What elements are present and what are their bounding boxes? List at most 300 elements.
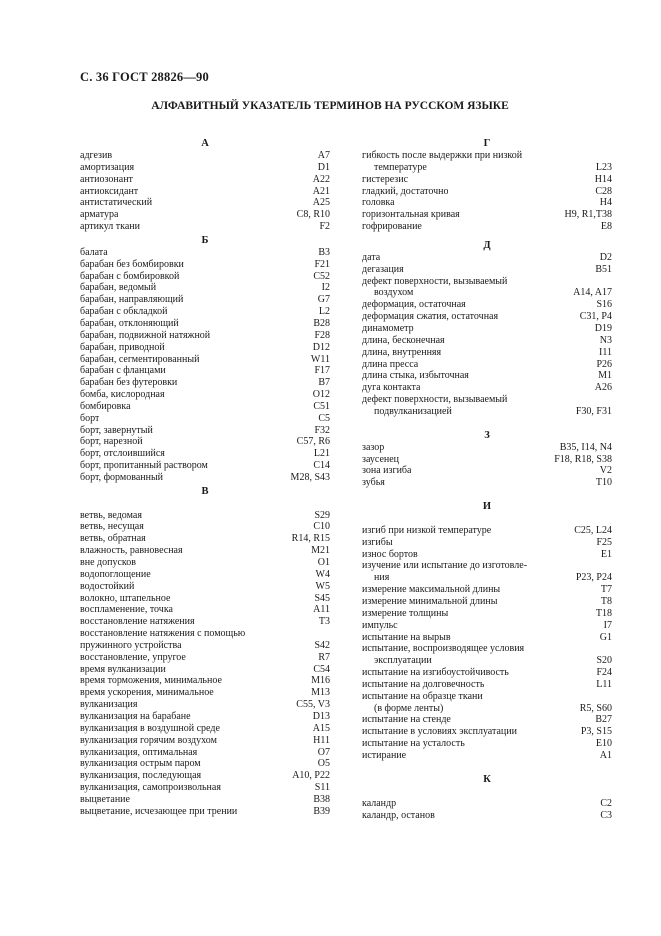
entry-term: вулканизация на барабане: [80, 710, 191, 722]
entry-code: C25, L24: [574, 524, 612, 536]
index-entry: [80, 174, 330, 186]
entry-term: волокно, штапельное: [80, 592, 171, 604]
entry-code: F17: [314, 365, 330, 377]
section-letter: Б: [201, 234, 209, 246]
entry-term: зона изгиба: [362, 465, 412, 477]
entry-term: горизонтальная кривая: [362, 209, 460, 221]
page-header: С. 36 ГОСТ 28826—90: [80, 70, 209, 84]
entry-term: балата: [80, 246, 108, 258]
entry-term: испытание на изгибоустойчивость: [362, 667, 509, 679]
entry-term: барабан, отклоняющий: [80, 317, 179, 329]
index-entry: [362, 394, 612, 406]
index-entry: [80, 735, 330, 747]
entry-term: борт, завернутый: [80, 424, 153, 436]
entry-term: износ бортов: [362, 548, 418, 560]
entry-term: борт, нарезной: [80, 436, 143, 448]
entry-term: пружинного устройства: [80, 639, 182, 651]
entry-term: вулканизация горячим воздухом: [80, 734, 217, 746]
index-section: [80, 484, 330, 818]
left-column: [80, 137, 330, 818]
index-entry: [80, 640, 330, 652]
entry-term: эксплуатации: [374, 655, 432, 667]
entry-code: B39: [313, 805, 330, 817]
entry-term: зубья: [362, 477, 385, 489]
entry-code: B51: [595, 263, 612, 275]
entry-code: C8, R10: [296, 209, 330, 221]
entry-code: F32: [314, 424, 330, 436]
index-entry: [80, 436, 330, 448]
index-entry: [362, 221, 612, 233]
entry-code: F24: [596, 667, 612, 679]
entry-term: дуга контакта: [362, 382, 421, 394]
entry-term: дата: [362, 251, 381, 263]
index-entry: [80, 377, 330, 389]
entry-code: M13: [311, 687, 330, 699]
entry-code: C14: [313, 460, 330, 472]
entry-term: выцветание, исчезающее при трении: [80, 805, 238, 817]
entry-term: ветвь, обратная: [80, 533, 146, 545]
entry-term: ветвь, ведомая: [80, 509, 142, 521]
index-entry: [80, 365, 330, 377]
index-entry: [362, 442, 612, 454]
index-entry: [80, 354, 330, 366]
index-entry: [362, 174, 612, 186]
entry-term: арматура: [80, 209, 119, 221]
index-entry: [362, 454, 612, 466]
entry-term: длина пресса: [362, 358, 419, 370]
entry-code: I2: [321, 282, 330, 294]
index-entry: [80, 723, 330, 735]
index-entry: [362, 299, 612, 311]
entry-term: вулканизация, оптимальная: [80, 746, 198, 758]
entry-term: дегазация: [362, 263, 404, 275]
entry-term: импульс: [362, 619, 398, 631]
entry-code: D13: [312, 710, 330, 722]
entry-code: T3: [318, 616, 330, 628]
entry-code: P23, P24: [575, 572, 612, 584]
entry-term: изучение или испытание до изготовле-: [362, 560, 528, 572]
entry-code: M28, S43: [290, 471, 330, 483]
entry-code: N3: [599, 334, 612, 346]
entry-term: барабан с бомбировкой: [80, 270, 180, 282]
index-entry: [362, 679, 612, 691]
index-entry: [80, 806, 330, 818]
right-column: [362, 137, 612, 821]
entry-term: ния: [374, 572, 390, 584]
entry-code: P3, S15: [580, 726, 612, 738]
entry-code: F25: [596, 536, 612, 548]
entry-code: C31, P4: [579, 311, 612, 323]
entry-term: борт, отслоившийся: [80, 448, 165, 460]
entry-term: гофрирование: [362, 221, 422, 233]
index-entry: [362, 726, 612, 738]
index-entry: [80, 294, 330, 306]
entry-term: влажность, равновесная: [80, 545, 183, 557]
index-entry: [362, 311, 612, 323]
entry-term: борт: [80, 412, 100, 424]
entry-code: S20: [596, 655, 612, 667]
entry-code: C55, V3: [296, 699, 330, 711]
entry-term: восстановление, упругое: [80, 651, 186, 663]
entry-code: S42: [314, 639, 330, 651]
entry-term: барабан, подвижной натяжной: [80, 329, 211, 341]
entry-term: время торможения, минимальное: [80, 675, 222, 687]
index-entry: [80, 782, 330, 794]
entry-code: M21: [311, 545, 330, 557]
entry-term: борт, формованный: [80, 471, 164, 483]
index-entry: [80, 209, 330, 221]
entry-term: выцветание: [80, 793, 130, 805]
entry-term: барабан с фланцами: [80, 365, 166, 377]
entry-term: ветвь, несущая: [80, 521, 144, 533]
index-entry: [362, 596, 612, 608]
index-entry: [80, 460, 330, 472]
entry-term: дефект поверхности, вызываемый: [362, 394, 508, 406]
entry-term: каландр, останов: [362, 809, 435, 821]
entry-term: вулканизация, самопроизвольная: [80, 782, 221, 794]
entry-term: изгиб при низкой температуре: [362, 524, 492, 536]
index-entry: [80, 711, 330, 723]
entry-term: барабан, сегментированный: [80, 353, 200, 365]
entry-code: C52: [313, 270, 330, 282]
entry-term: деформация, остаточная: [362, 299, 466, 311]
entry-code: F30, F31: [575, 405, 612, 417]
entry-code: E8: [600, 221, 612, 233]
index-entry: [362, 608, 612, 620]
entry-code: A7: [317, 150, 330, 161]
index-entry: [80, 247, 330, 259]
index-entry: [80, 687, 330, 699]
index-entry: [80, 675, 330, 687]
entry-code: A26: [594, 382, 612, 394]
index-entry: [362, 714, 612, 726]
entry-term: время вулканизации: [80, 663, 166, 675]
index-entry: [362, 287, 612, 299]
index-entry: [80, 197, 330, 209]
entry-term: подвулканизацией: [374, 405, 452, 417]
section-letter: А: [201, 138, 209, 149]
entry-code: A25: [312, 197, 330, 209]
index-entry: [362, 798, 612, 810]
entry-code: H11: [313, 734, 330, 746]
entry-code: E10: [595, 738, 612, 750]
index-entry: [80, 306, 330, 318]
index-section: [80, 137, 330, 233]
entry-code: H4: [599, 197, 612, 209]
entry-code: S11: [314, 782, 330, 794]
entry-term: измерение минимальной длины: [362, 596, 498, 607]
index-entry: [80, 221, 330, 233]
index-entry: [80, 521, 330, 533]
blank-row: [362, 513, 612, 525]
entry-code: O1: [317, 557, 330, 568]
entry-term: испытание на усталость: [362, 738, 465, 750]
index-section: [80, 233, 330, 484]
entry-code: M1: [598, 370, 612, 382]
entry-term: время ускорения, минимальное: [80, 687, 214, 699]
entry-term: восстановление натяжения: [80, 616, 195, 628]
entry-code: W5: [315, 580, 330, 592]
entry-code: T7: [600, 584, 612, 596]
index-entry: [362, 655, 612, 667]
index-entry: [362, 525, 612, 537]
index-entry: [362, 264, 612, 276]
entry-term: артикул ткани: [80, 221, 141, 233]
index-entry: [362, 643, 612, 655]
section-letter: З: [484, 429, 490, 441]
entry-term: барабан, направляющий: [80, 294, 184, 306]
index-entry: [80, 413, 330, 425]
section-spacer: [362, 418, 612, 429]
entry-code: C2: [600, 797, 612, 809]
index-entry: [80, 581, 330, 593]
entry-code: B3: [318, 246, 330, 258]
entry-code: C3: [600, 809, 612, 821]
entry-code: C51: [313, 400, 330, 412]
index-entry: [362, 560, 612, 572]
index-entry: [80, 318, 330, 330]
entry-code: L21: [313, 448, 330, 460]
entry-term: зазор: [362, 441, 385, 453]
entry-term: (в форме ленты): [374, 702, 444, 714]
entry-term: гладкий, достаточно: [362, 185, 449, 197]
section-letter: Д: [483, 239, 491, 251]
entry-term: барабан без бомбировки: [80, 258, 184, 270]
index-entry: [362, 209, 612, 221]
entry-code: S16: [596, 299, 612, 311]
index-entry: [362, 549, 612, 561]
index-entry: [80, 282, 330, 294]
index-entry: [362, 359, 612, 371]
index-entry: [80, 271, 330, 283]
entry-term: испытание на образце ткани: [362, 690, 483, 702]
entry-code: A14, A17: [573, 287, 612, 299]
entry-term: испытание на вырыв: [362, 631, 451, 643]
entry-term: восстановление натяжения с помощью: [80, 628, 246, 640]
entry-code: D1: [317, 161, 330, 173]
entry-code: D12: [312, 341, 330, 353]
entry-term: барабан, приводной: [80, 341, 165, 353]
entry-term: динамометр: [362, 322, 414, 334]
index-entry: [362, 572, 612, 584]
entry-code: A1: [599, 749, 612, 761]
entry-code: B38: [313, 793, 330, 805]
index-entry: [80, 162, 330, 174]
entry-code: O5: [317, 758, 330, 770]
entry-code: A21: [312, 185, 330, 197]
index-entry: [362, 347, 612, 359]
entry-code: R5, S60: [579, 702, 612, 714]
section-letter: В: [201, 485, 209, 497]
entry-term: вулканизация, последующая: [80, 770, 202, 782]
index-entry: [362, 465, 612, 477]
index-entry: [362, 632, 612, 644]
index-entry: [362, 703, 612, 715]
entry-code: F2: [319, 221, 330, 233]
entry-code: V2: [599, 465, 612, 477]
index-entry: [80, 652, 330, 664]
entry-term: барабан без футеровки: [80, 377, 178, 389]
entry-code: A22: [312, 173, 330, 185]
blank-row: [80, 498, 330, 510]
entry-code: G7: [317, 294, 330, 306]
entry-term: длина стыка, избыточная: [362, 370, 469, 382]
entry-term: вулканизация в воздушной среде: [80, 722, 220, 734]
entry-term: испытание в условиях эксплуатации: [362, 726, 517, 738]
index-entry: [362, 186, 612, 198]
entry-term: бомба, кислородная: [80, 389, 165, 401]
entry-code: T18: [595, 607, 612, 619]
entry-code: D2: [599, 251, 612, 263]
index-title: АЛФАВИТНЫЙ УКАЗАТЕЛЬ ТЕРМИНОВ НА РУССКОМ ЯЗЫКЕ: [151, 100, 509, 112]
entry-term: водопоглощение: [80, 568, 151, 580]
entry-code: C57, R6: [296, 436, 330, 448]
index-entry: [80, 259, 330, 271]
entry-term: вулканизация: [80, 699, 138, 711]
entry-code: R7: [318, 651, 330, 663]
index-entry: [80, 533, 330, 545]
index-section: [362, 762, 612, 822]
index-entry: [80, 545, 330, 557]
entry-code: F28: [314, 329, 330, 341]
index-entry: [80, 557, 330, 569]
entry-code: B28: [313, 317, 330, 329]
index-entry: [362, 197, 612, 209]
index-entry: [80, 628, 330, 640]
section-spacer: [362, 489, 612, 500]
entry-code: R14, R15: [291, 533, 330, 545]
index-entry: [362, 406, 612, 418]
section-letter: К: [483, 773, 491, 785]
entry-term: длина, бесконечная: [362, 334, 445, 346]
entry-term: головка: [362, 197, 395, 209]
index-entry: [362, 370, 612, 382]
index-entry: [362, 335, 612, 347]
entry-code: I11: [599, 346, 612, 358]
entry-code: L2: [318, 306, 330, 318]
index-entry: [362, 162, 612, 174]
entry-code: W4: [315, 568, 330, 580]
entry-term: заусенец: [362, 453, 400, 465]
entry-code: B27: [595, 714, 612, 726]
index-entry: [80, 747, 330, 759]
entry-code: A15: [312, 722, 330, 734]
index-entry: [80, 604, 330, 616]
index-entry: [80, 569, 330, 581]
entry-code: A10, P22: [292, 770, 330, 782]
entry-code: P26: [596, 358, 612, 370]
entry-code: H9, R1,T38: [564, 209, 612, 221]
index-entry: [80, 330, 330, 342]
entry-term: барабан с обкладкой: [80, 306, 168, 318]
index-entry: [362, 323, 612, 335]
blank-row: [362, 786, 612, 798]
entry-code: L11: [596, 678, 612, 690]
index-entry: [80, 186, 330, 198]
entry-code: F18, R18, S38: [554, 453, 612, 465]
entry-code: C28: [595, 185, 612, 197]
entry-term: антиоксидант: [80, 185, 139, 197]
entry-term: дефект поверхности, вызываемый: [362, 275, 508, 287]
entry-term: вне допусков: [80, 557, 136, 568]
entry-term: испытание, воспроизводящее условия: [362, 643, 525, 655]
entry-term: антистатический: [80, 197, 153, 209]
entry-term: испытание на долговечность: [362, 678, 485, 690]
entry-term: антиозонант: [80, 173, 133, 185]
entry-term: деформация сжатия, остаточная: [362, 311, 499, 323]
entry-term: вулканизация острым паром: [80, 758, 201, 770]
entry-term: истирание: [362, 749, 407, 761]
index-entry: [362, 810, 612, 822]
entry-term: измерение толщины: [362, 607, 449, 619]
section-letter: Г: [483, 138, 491, 149]
index-entry: [362, 252, 612, 264]
index-entry: [80, 389, 330, 401]
entry-code: B7: [318, 377, 330, 389]
entry-code: I7: [603, 619, 612, 631]
entry-term: адгезив: [80, 150, 113, 161]
entry-code: S45: [314, 592, 330, 604]
index-section: [362, 489, 612, 762]
entry-code: T8: [600, 596, 612, 607]
entry-code: T10: [595, 477, 612, 489]
entry-code: H14: [594, 173, 612, 185]
entry-code: W11: [310, 353, 330, 365]
entry-term: гибкость после выдержки при низкой: [362, 150, 523, 161]
entry-term: испытание на стенде: [362, 714, 451, 726]
entry-code: L23: [595, 161, 612, 173]
section-letter: И: [482, 501, 492, 513]
index-entry: [80, 448, 330, 460]
index-entry: [362, 667, 612, 679]
section-spacer: [362, 762, 612, 773]
index-entry: [80, 616, 330, 628]
index-entry: [80, 425, 330, 437]
index-entry: [80, 510, 330, 522]
entry-term: борт, пропитанный раствором: [80, 460, 208, 472]
index-entry: [362, 276, 612, 288]
entry-term: водостойкий: [80, 580, 135, 592]
entry-code: O7: [317, 746, 330, 758]
entry-code: G1: [599, 631, 612, 643]
index-entry: [80, 699, 330, 711]
entry-term: воздухом: [374, 287, 414, 299]
index-entry: [80, 758, 330, 770]
index-entry: [362, 537, 612, 549]
entry-code: O12: [312, 389, 330, 401]
entry-code: C10: [313, 521, 330, 533]
entry-term: барабан, ведомый: [80, 282, 157, 294]
index-entry: [362, 620, 612, 632]
entry-code: A11: [313, 604, 330, 616]
index-section: [362, 137, 612, 233]
entry-code: D19: [594, 322, 612, 334]
entry-term: бомбировка: [80, 400, 131, 412]
index-entry: [362, 738, 612, 750]
index-entry: [80, 593, 330, 605]
entry-code: E1: [600, 548, 612, 560]
entry-term: гистерезис: [362, 173, 409, 185]
index-section: [362, 233, 612, 418]
index-entry: [362, 584, 612, 596]
index-entry: [362, 150, 612, 162]
index-entry: [80, 472, 330, 484]
entry-term: измерение максимальной длины: [362, 584, 501, 596]
index-entry: [80, 794, 330, 806]
index-entry: [80, 770, 330, 782]
index-entry: [362, 691, 612, 703]
entry-term: температуре: [374, 161, 427, 173]
